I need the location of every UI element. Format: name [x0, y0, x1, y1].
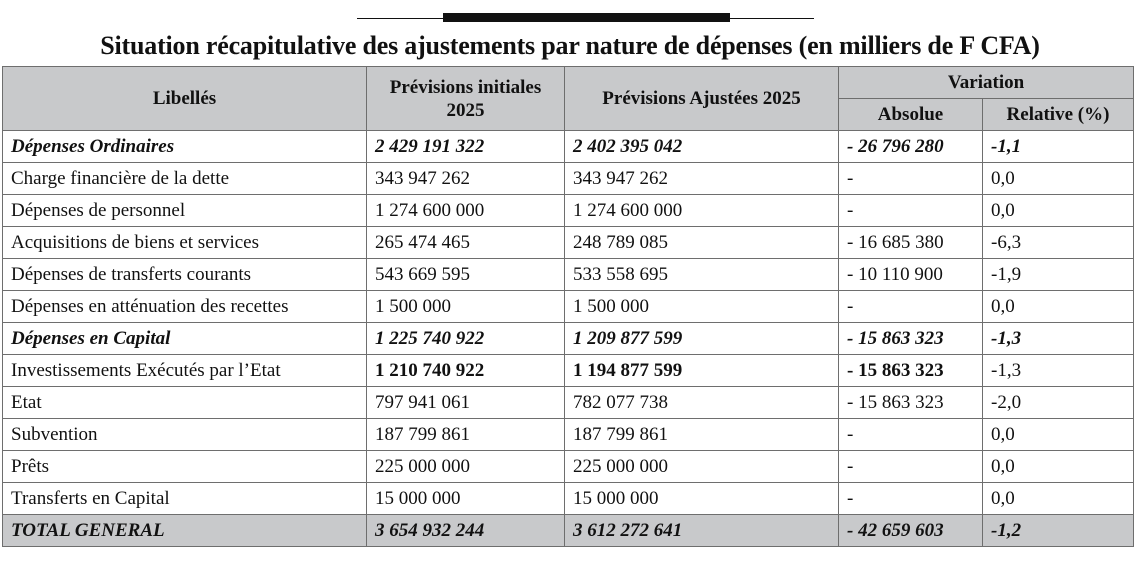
cell-ajustees: 1 274 600 000 — [565, 195, 839, 227]
cell-absolue: - 16 685 380 — [839, 227, 983, 259]
cell-ajustees: 187 799 861 — [565, 419, 839, 451]
decorative-rule-thick — [443, 13, 730, 22]
cell-ajustees: 533 558 695 — [565, 259, 839, 291]
cell-ajustees: 248 789 085 — [565, 227, 839, 259]
table-body — [3, 131, 1134, 547]
cell-relative: -1,3 — [983, 323, 1134, 355]
cell-initiales: 3 654 932 244 — [367, 515, 565, 547]
cell-label: Dépenses de transferts courants — [3, 259, 367, 291]
cell-ajustees: 343 947 262 — [565, 163, 839, 195]
cell-relative: -1,1 — [983, 131, 1134, 163]
cell-initiales: 225 000 000 — [367, 451, 565, 483]
header-previsions-ajustees: Prévisions Ajustées 2025 — [565, 67, 839, 131]
cell-initiales: 1 274 600 000 — [367, 195, 565, 227]
cell-relative: 0,0 — [983, 195, 1134, 227]
cell-relative: 0,0 — [983, 291, 1134, 323]
table-header — [3, 67, 1134, 131]
header-libelles: Libellés — [3, 67, 367, 131]
table-row-total-general — [3, 515, 1134, 547]
cell-absolue: - — [839, 163, 983, 195]
table-row — [3, 451, 1134, 483]
header-absolue: Absolue — [839, 99, 983, 131]
cell-initiales: 2 429 191 322 — [367, 131, 565, 163]
cell-ajustees: 3 612 272 641 — [565, 515, 839, 547]
table-row — [3, 227, 1134, 259]
cell-label: Dépenses en Capital — [3, 323, 367, 355]
table-row — [3, 195, 1134, 227]
header-row-top — [3, 67, 1134, 99]
cell-label: Dépenses Ordinaires — [3, 131, 367, 163]
cell-initiales: 543 669 595 — [367, 259, 565, 291]
cell-label: Subvention — [3, 419, 367, 451]
cell-absolue: - 26 796 280 — [839, 131, 983, 163]
cell-initiales: 1 500 000 — [367, 291, 565, 323]
cell-initiales: 265 474 465 — [367, 227, 565, 259]
cell-absolue: - 15 863 323 — [839, 323, 983, 355]
table-row — [3, 419, 1134, 451]
cell-label: Dépenses en atténuation des recettes — [3, 291, 367, 323]
cell-ajustees: 15 000 000 — [565, 483, 839, 515]
table-row — [3, 259, 1134, 291]
cell-absolue: - — [839, 483, 983, 515]
cell-ajustees: 1 209 877 599 — [565, 323, 839, 355]
table-row — [3, 163, 1134, 195]
cell-ajustees: 2 402 395 042 — [565, 131, 839, 163]
cell-absolue: - 15 863 323 — [839, 387, 983, 419]
cell-initiales: 15 000 000 — [367, 483, 565, 515]
cell-initiales: 187 799 861 — [367, 419, 565, 451]
cell-label: Charge financière de la dette — [3, 163, 367, 195]
cell-initiales: 343 947 262 — [367, 163, 565, 195]
header-previsions-initiales: Prévisions initiales 2025 — [367, 67, 565, 131]
table-row-depenses-ordinaires — [3, 131, 1134, 163]
cell-relative: 0,0 — [983, 451, 1134, 483]
page-title: Situation récapitulative des ajustements par nature de dépenses (en milliers de F CFA) — [100, 31, 1040, 60]
cell-absolue: - — [839, 451, 983, 483]
table-row — [3, 291, 1134, 323]
cell-label: Investissements Exécutés par l’Etat — [3, 355, 367, 387]
cell-absolue: - — [839, 419, 983, 451]
cell-relative: -1,2 — [983, 515, 1134, 547]
cell-relative: -2,0 — [983, 387, 1134, 419]
cell-label: Prêts — [3, 451, 367, 483]
header-relative: Relative (%) — [983, 99, 1134, 131]
cell-absolue: - 15 863 323 — [839, 355, 983, 387]
cell-label: Etat — [3, 387, 367, 419]
cell-label: Transferts en Capital — [3, 483, 367, 515]
cell-relative: 0,0 — [983, 163, 1134, 195]
cell-absolue: - — [839, 291, 983, 323]
table-row-investissements — [3, 355, 1134, 387]
cell-label: Dépenses de personnel — [3, 195, 367, 227]
table-row-depenses-capital — [3, 323, 1134, 355]
table-row — [3, 483, 1134, 515]
cell-ajustees: 225 000 000 — [565, 451, 839, 483]
cell-label: Acquisitions de biens et services — [3, 227, 367, 259]
cell-label: TOTAL GENERAL — [3, 515, 367, 547]
adjustments-table — [2, 66, 1134, 547]
cell-absolue: - — [839, 195, 983, 227]
header-variation: Variation — [839, 67, 1134, 99]
cell-ajustees: 1 194 877 599 — [565, 355, 839, 387]
cell-ajustees: 1 500 000 — [565, 291, 839, 323]
cell-absolue: - 42 659 603 — [839, 515, 983, 547]
cell-ajustees: 782 077 738 — [565, 387, 839, 419]
cell-relative: 0,0 — [983, 419, 1134, 451]
cell-relative: -1,3 — [983, 355, 1134, 387]
cell-relative: -6,3 — [983, 227, 1134, 259]
cell-relative: 0,0 — [983, 483, 1134, 515]
cell-initiales: 1 225 740 922 — [367, 323, 565, 355]
cell-relative: -1,9 — [983, 259, 1134, 291]
table-row — [3, 387, 1134, 419]
cell-initiales: 1 210 740 922 — [367, 355, 565, 387]
cell-initiales: 797 941 061 — [367, 387, 565, 419]
cell-absolue: - 10 110 900 — [839, 259, 983, 291]
